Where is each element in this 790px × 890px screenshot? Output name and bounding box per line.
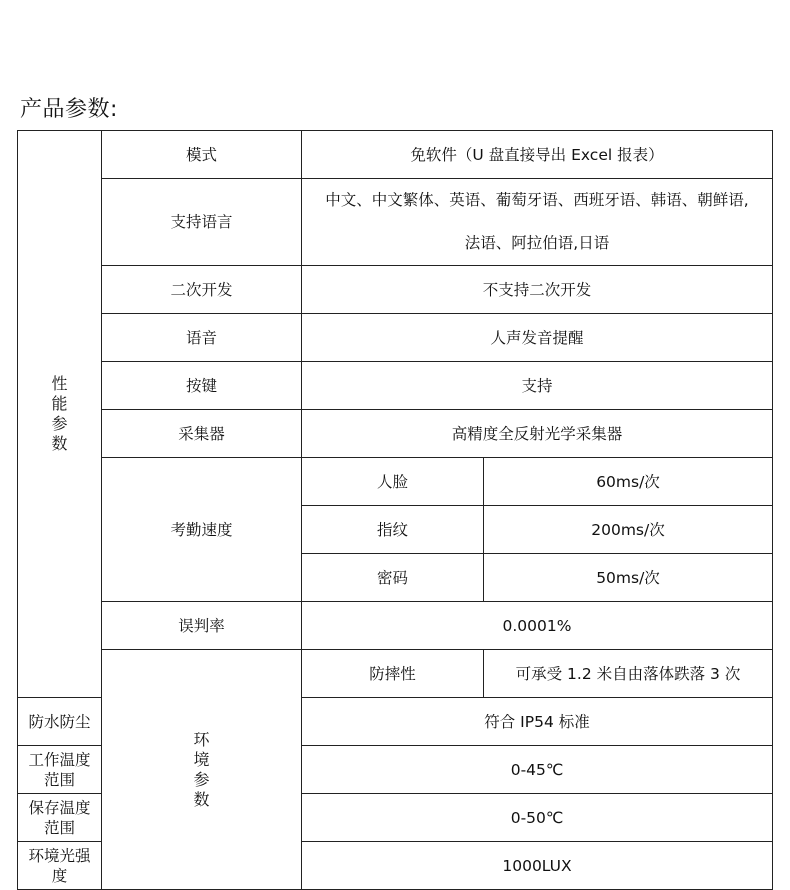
row-label-mode: 模式 <box>102 131 302 179</box>
speed-item-value: 50ms/次 <box>484 554 773 602</box>
group-char: 境 <box>193 749 210 769</box>
speed-item-value: 200ms/次 <box>484 506 773 554</box>
table-row <box>18 458 773 506</box>
speed-item-label: 指纹 <box>302 506 484 554</box>
row-value-collector: 高精度全反射光学采集器 <box>302 410 773 458</box>
group-performance <box>18 131 102 698</box>
group-char: 性 <box>51 374 68 393</box>
group-char: 参 <box>51 414 68 433</box>
row-label-error-rate: 误判率 <box>102 602 302 650</box>
row-value-work-temp: 0-45℃ <box>302 746 773 794</box>
row-value-voice: 人声发音提醒 <box>302 314 773 362</box>
row-label-language: 支持语言 <box>102 179 302 266</box>
speed-item-value: 60ms/次 <box>484 458 773 506</box>
language-line-2: 法语、阿拉伯语,日语 <box>464 234 610 252</box>
table-row <box>18 602 773 650</box>
row-value-error-rate: 0.0001% <box>302 602 773 650</box>
speed-item-label: 密码 <box>302 554 484 602</box>
row-value-drop: 可承受 1.2 米自由落体跌落 3 次 <box>484 650 773 698</box>
group-environment <box>102 650 302 890</box>
table-row <box>18 314 773 362</box>
speed-item-label: 人脸 <box>302 458 484 506</box>
row-label-keys: 按键 <box>102 362 302 410</box>
group-char: 能 <box>51 394 68 413</box>
row-label-collector: 采集器 <box>102 410 302 458</box>
row-label-drop: 防摔性 <box>302 650 484 698</box>
row-label-store-temp: 保存温度范围 <box>18 794 102 842</box>
table-row <box>18 131 773 179</box>
spec-table <box>17 130 773 890</box>
group-char: 参 <box>193 769 210 789</box>
row-value-waterproof: 符合 IP54 标准 <box>302 698 773 746</box>
page-heading: 产品参数: <box>20 97 118 122</box>
row-label-light: 环境光强度 <box>18 842 102 890</box>
group-char: 数 <box>193 789 210 809</box>
row-label-work-temp: 工作温度范围 <box>18 746 102 794</box>
table-row <box>18 362 773 410</box>
table-row <box>18 410 773 458</box>
table-row <box>18 266 773 314</box>
row-value-language <box>302 179 773 266</box>
row-value-mode: 免软件（U 盘直接导出 Excel 报表） <box>302 131 773 179</box>
table-row <box>18 179 773 266</box>
row-value-keys: 支持 <box>302 362 773 410</box>
group-char: 数 <box>51 434 68 453</box>
language-line-1: 中文、中文繁体、英语、葡萄牙语、西班牙语、韩语、朝鲜语, <box>325 191 749 209</box>
row-value-dev: 不支持二次开发 <box>302 266 773 314</box>
table-row <box>18 650 773 698</box>
row-label-speed: 考勤速度 <box>102 458 302 602</box>
row-label-voice: 语音 <box>102 314 302 362</box>
row-value-light: 1000LUX <box>302 842 773 890</box>
row-label-waterproof: 防水防尘 <box>18 698 102 746</box>
row-value-store-temp: 0-50℃ <box>302 794 773 842</box>
row-label-dev: 二次开发 <box>102 266 302 314</box>
group-char: 环 <box>193 729 210 749</box>
